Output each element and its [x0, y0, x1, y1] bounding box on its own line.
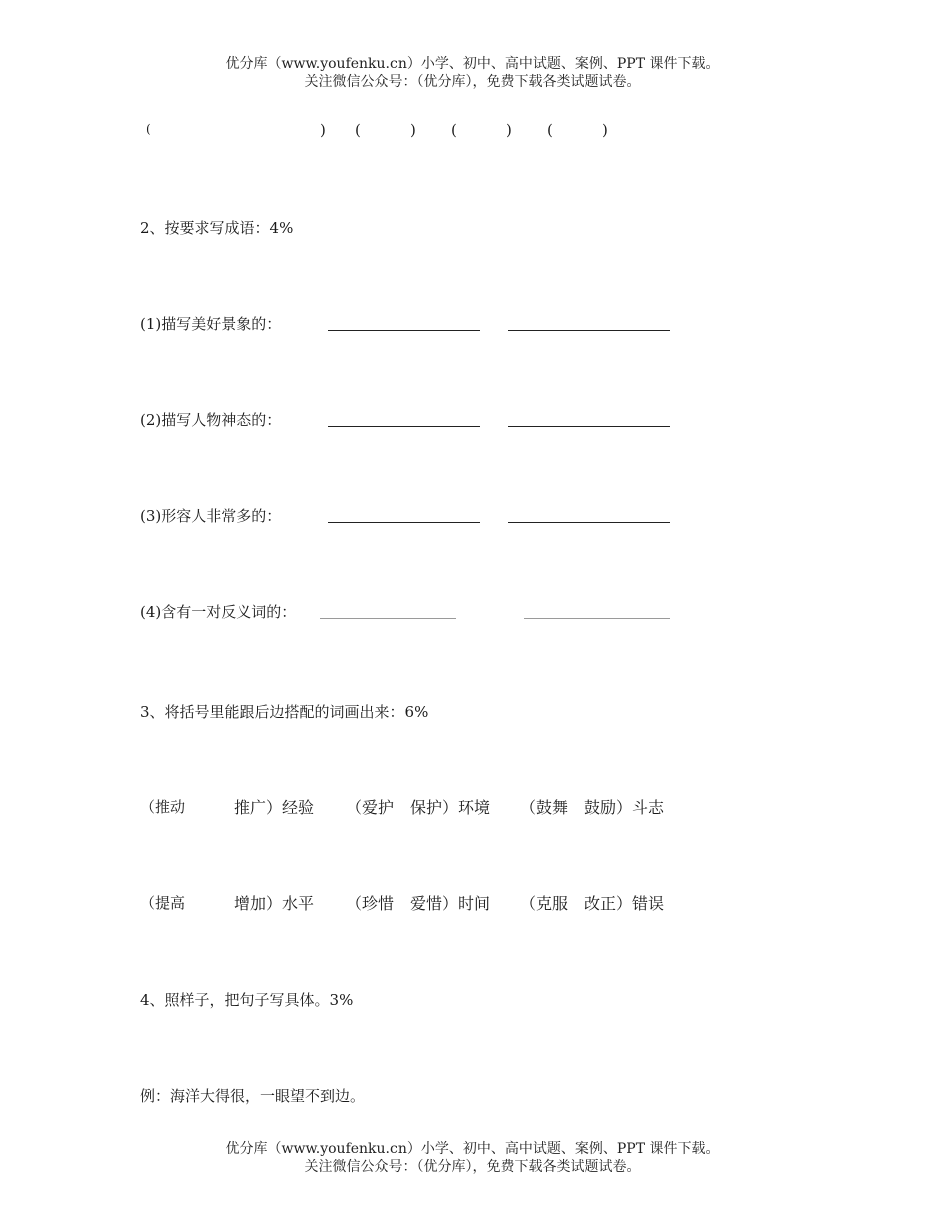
header-line-2: 关注微信公众号：（优分库），免费下载各类试题试卷。 — [304, 74, 641, 90]
q2-item-2: (2)描写人物神态的： — [140, 411, 282, 429]
q3-row2-group3: （克服 改正）错误 — [520, 894, 665, 913]
q3-row2-group1-open: （提高 — [140, 894, 186, 912]
q2-item-2-blank-2[interactable] — [508, 426, 670, 427]
q3-row2-group1-rest: 增加）水平 — [234, 894, 315, 913]
q2-item-3-blank-2[interactable] — [508, 522, 670, 523]
q2-item-4: (4)含有一对反义词的： — [140, 603, 297, 621]
q4-example: 例：海洋大得很，一眼望不到边。 — [140, 1087, 366, 1105]
paren-close-2: ) — [410, 121, 416, 139]
footer-line-1: 优分库（www.youfenku.cn）小学、初中、高中试题、案例、PPT 课件下载。 — [225, 1141, 720, 1157]
paren-close-3: ) — [506, 121, 512, 139]
q2-item-1-blank-2[interactable] — [508, 330, 670, 331]
paren-open-4: ( — [547, 121, 553, 139]
q3-row1-group2: （爱护 保护）环境 — [346, 798, 491, 817]
q2-title: 2、按要求写成语：4% — [140, 219, 294, 237]
q4-title: 4、照样子，把句子写具体。3% — [140, 991, 354, 1009]
q2-item-2-blank-1[interactable] — [328, 426, 480, 427]
q3-row1-group1-open: （推动 — [140, 798, 186, 816]
footer-line-2: 关注微信公众号：（优分库），免费下载各类试题试卷。 — [304, 1159, 641, 1175]
paren-open-1: ( — [146, 122, 151, 136]
q2-item-3: (3)形容人非常多的： — [140, 507, 282, 525]
q3-title: 3、将括号里能跟后边搭配的词画出来：6% — [140, 703, 429, 721]
q3-row1-group1-rest: 推广）经验 — [234, 798, 315, 817]
q3-row1-group3: （鼓舞 鼓励）斗志 — [520, 798, 665, 817]
paren-open-2: ( — [355, 121, 361, 139]
q2-item-1-blank-1[interactable] — [328, 330, 480, 331]
q3-row2-group2: （珍惜 爱惜）时间 — [346, 894, 491, 913]
q2-item-3-blank-1[interactable] — [328, 522, 480, 523]
header-line-1: 优分库（www.youfenku.cn）小学、初中、高中试题、案例、PPT 课件下载。 — [225, 56, 720, 72]
paren-close-4: ) — [602, 121, 608, 139]
q2-item-4-blank-1[interactable] — [320, 618, 456, 619]
paren-close-1: ) — [320, 121, 326, 139]
q2-item-1: (1)描写美好景象的： — [140, 315, 282, 333]
paren-open-3: ( — [451, 121, 457, 139]
q2-item-4-blank-2[interactable] — [524, 618, 670, 619]
